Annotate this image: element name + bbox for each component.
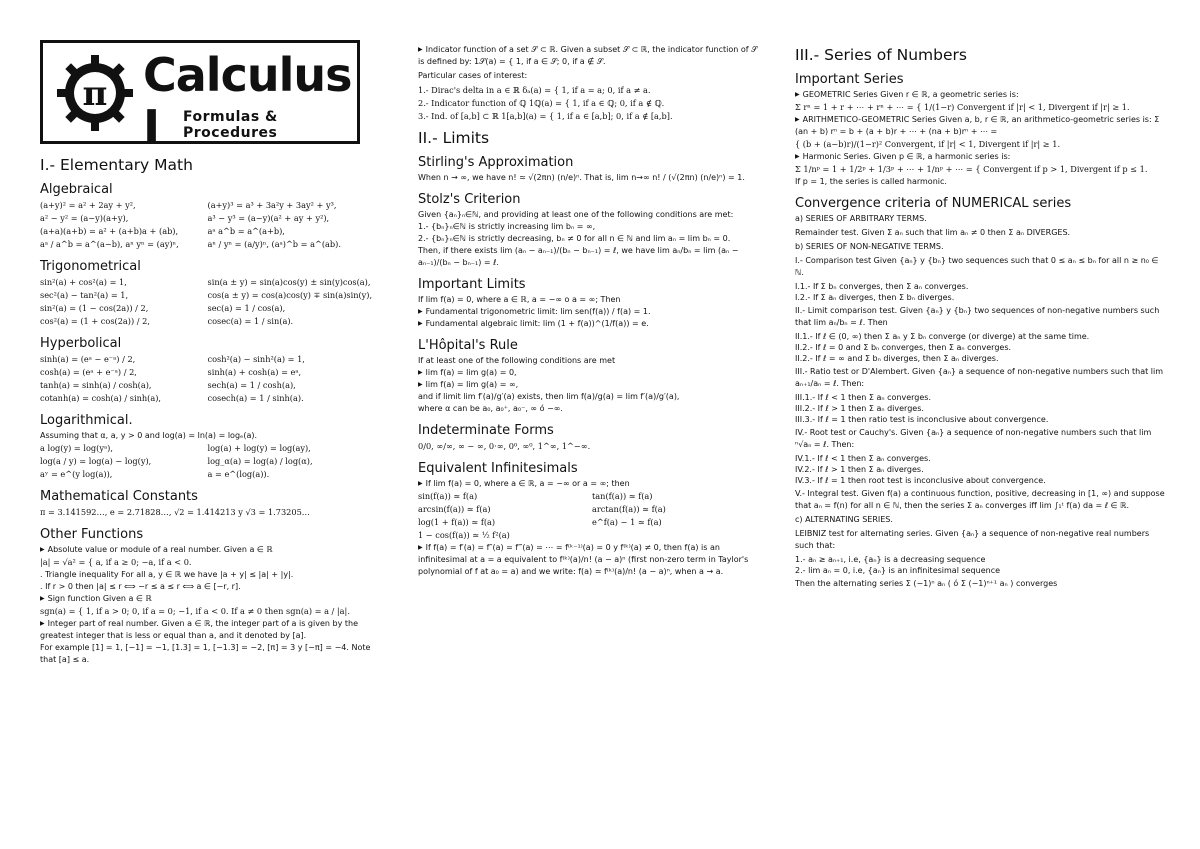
list-item: I.2.- If Σ aₙ diverges, then Σ bₙ diverges. (795, 293, 955, 302)
list-item: II.1.- If ℓ ∈ (0, ∞) then Σ aₙ y Σ bₙ converge (or diverge) at the same time. (795, 332, 1090, 341)
formula-row: 0/0, ∞/∞, ∞ − ∞, 0·∞, 0⁰, ∞⁰, 1^∞, 1^−∞. (418, 441, 591, 451)
text-line: . Triangle inequality For all a, y ∈ ℝ we have |a + y| ≤ |a| + |y|. (40, 570, 294, 579)
logo-title: Calculus I (143, 48, 352, 154)
text-line: Then the alternating series Σ (−1)ⁿ aₙ ( ó Σ (−1)ⁿ⁺¹ aₙ ) converges (795, 579, 1058, 588)
column-2 (418, 44, 766, 578)
subsection-title: Equivalent Infinitesimals (418, 461, 578, 476)
text-line: ▶ Fundamental trigonometric limit: lim sen(f(a)) / f(a) = 1. (418, 306, 766, 318)
text-line: For example [1] = 1, [−1] = −1, [1.3] = 1, [−1.3] = −2, [π] = 3 y [−π] = −4. Note that [a] ≤ a. (40, 643, 371, 664)
text-line: ▶ If f(a) = f′(a) = f″(a) = f‴(a) = ⋯ = f⁽ᵏ⁻¹⁾(a) = 0 y f⁽ᵏ⁾(a) ≠ 0, then f(a) is an infinitesimal at a = a equivalent to f⁽ᵏ⁾(a)/n! (a − a)ⁿ (first non-zero term in Taylor's (418, 542, 766, 566)
text-line: ▶ Indicator function of a set 𝒮 ⊂ ℝ. Given a subset 𝒮 ⊂ ℝ, the indicator function of 𝒮 is defined by: 1𝒮(a) = { 1, if a ∈ 𝒮; 0, if a ∉ 𝒮. (418, 44, 766, 68)
column-3 (795, 40, 1165, 592)
text-line: . If r > 0 then |a| ≤ r ⟺ −r ≤ a ≤ r ⟺ a ∈ [−r, r]. (40, 582, 241, 591)
formula-row: sin(f(a)) ≃ f(a) tan(f(a)) ≃ f(a) (418, 491, 653, 501)
text-line: and if limit lim f′(a)/g′(a) exists, then lim f(a)/g(a) = lim f′(a)/g′(a), (418, 392, 680, 401)
list-item: III.1.- If ℓ < 1 then Σ aₙ converges. (795, 393, 931, 402)
column-1 (40, 40, 375, 666)
formula-row: { (b + (a−b)r)/(1−r)² Convergent, if |r| < 1, Divergent if |r| ≥ 1. (795, 139, 1061, 149)
formula-row: sgn(a) = { 1, if a > 0; 0, if a = 0; −1, if a < 0. If a ≠ 0 then sgn(a) = a / |a|. (40, 606, 350, 616)
text-line: 2.- {bₙ}ₙ∈ℕ is strictly decreasing, bₙ ≠ 0 for all n ∈ ℕ and lim aₙ = lim bₙ = 0. (418, 234, 731, 243)
subsection-title: Logarithmical. (40, 413, 133, 428)
list (795, 331, 1165, 364)
text-line: ▶ lim f(a) = lim g(a) = ∞, (418, 379, 766, 391)
text-line: polynomial of f at a₀ = a) and we write: f(a) ≃ f⁽ᵏ⁾(a)/n! (a − a)ⁿ, when a → a. (418, 567, 724, 576)
list (795, 554, 1165, 576)
text-line: b) SERIES OF NON-NEGATIVE TERMS. (795, 242, 944, 251)
text-line: a) SERIES OF ARBITRARY TERMS. (795, 214, 927, 223)
section-title: I.- Elementary Math (40, 156, 193, 174)
text-line: If at least one of the following conditions are met (418, 356, 616, 365)
formula-row: sin²(a) + cos²(a) = 1, sin(a ± y) = sin(a)cos(y) ± sin(y)cos(a), (40, 277, 371, 287)
svg-text:π: π (82, 74, 108, 114)
formula-row: Σ rⁿ = 1 + r + ⋯ + rⁿ + ⋯ = { 1/(1−r) Convergent if |r| < 1, Divergent if |r| ≥ 1. (795, 102, 1130, 112)
text-line: where α can be a₀, a₀⁺, a₀⁻, ∞ ó −∞. (418, 404, 563, 413)
list-item: III.2.- If ℓ > 1 then Σ aₙ diverges. (795, 404, 924, 413)
formula-row: sin²(a) = (1 − cos(2a)) / 2, sec(a) = 1 / cos(a), (40, 303, 286, 313)
formula-row: a log(y) = log(yᵃ), log(a) + log(y) = log(ay), (40, 443, 311, 453)
text-line: ▶ Harmonic Series. Given p ∈ ℝ, a harmonic series is: (795, 151, 1165, 163)
text-line: IV.- Root test or Cauchy's. Given {aₙ} a sequence of non-negative numbers such that lim ⁿ√aₙ = ℓ. Then: (795, 428, 1152, 449)
subsection-title: Important Limits (418, 277, 526, 292)
list (795, 453, 1165, 486)
subsection-title: Stolz's Criterion (418, 192, 521, 207)
subsection-title: Other Functions (40, 527, 144, 542)
formula-row: aᵃ / a^b = a^(a−b), aⁿ yⁿ = (ay)ⁿ, aⁿ / yⁿ = (a/y)ⁿ, (aᵃ)^b = a^(ab). (40, 239, 341, 249)
text-line: ▶ Integer part of real number. Given a ∈ ℝ, the integer part of a is given by the greatest integer that is less or equal than a, and it denoted by [a]. (40, 618, 375, 642)
list-item: 2.- lim aₙ = 0, i.e, {aₙ} is an infinitesimal sequence (795, 566, 1001, 575)
text-line: V.- Integral test. Given f(a) a continuous function, positive, decreasing in [1, ∞) and suppose that aₙ = f(n) for all n ∈ ℕ, then the series Σ aₙ converges iff lim ∫₁ᵗ f(a) da = ℓ ∈ ℝ. (795, 489, 1165, 510)
subsection-title: Trigonometrical (40, 259, 141, 274)
formula-row: cos²(a) = (1 + cos(2a)) / 2, cosec(a) = 1 / sin(a). (40, 316, 294, 326)
list-item: III.3.- If ℓ = 1 then ratio test is inconclusive about convergence. (795, 415, 1049, 424)
text-line: ▶ GEOMETRIC Series Given r ∈ ℝ, a geometric series is: (795, 89, 1165, 101)
formula-row: (a+y)² = a² + 2ay + y², (a+y)³ = a³ + 3a²y + 3ay² + y³, (40, 200, 337, 210)
text-line: Remainder test. Given Σ aₙ such that lim aₙ ≠ 0 then Σ aₙ DIVERGES. (795, 228, 1071, 237)
formula-row: a² − y² = (a−y)(a+y), a³ − y³ = (a−y)(a² + ay + y²), (40, 213, 330, 223)
formula-row: (a+a)(a+b) = a² + (a+b)a + (ab), aᵃ a^b = a^(a+b), (40, 226, 285, 236)
formula-row: |a| = √a² = { a, if a ≥ 0; −a, if a < 0. (40, 557, 192, 567)
text-line: c) ALTERNATING SERIES. (795, 515, 893, 524)
formula-row: tanh(a) = sinh(a) / cosh(a), sech(a) = 1 / cosh(a), (40, 380, 296, 390)
text-line: ▶ Absolute value or module of a real number. Given a ∈ ℝ (40, 544, 375, 556)
subsection-title: Mathematical Constants (40, 489, 198, 504)
subsection-title: Algebraical (40, 182, 113, 197)
text-line: 1.- {bₙ}ₙ∈ℕ is strictly increasing lim bₙ = ∞, (418, 222, 596, 231)
section-title: III.- Series of Numbers (795, 46, 967, 64)
formula-row: log(1 + f(a)) ≃ f(a) e^f(a) − 1 ≃ f(a) (418, 517, 662, 527)
text-line: Particular cases of interest: (418, 71, 528, 80)
text-line: If p = 1, the series is called harmonic. (795, 177, 947, 186)
subsection-title: L'Hôpital's Rule (418, 338, 518, 353)
formula-row: Σ 1/nᵖ = 1 + 1/2ᵖ + 1/3ᵖ + ⋯ + 1/nᵖ + ⋯ = { Convergent if p > 1, Divergent if p ≤ 1. (795, 164, 1148, 174)
formula-row: log(a / y) = log(a) − log(y), log_α(a) = log(a) / log(α), (40, 456, 313, 466)
list-item: II.2.- If ℓ = ∞ and Σ bₙ diverges, then Σ aₙ diverges. (795, 354, 999, 363)
text-line: I.- Comparison test Given {aₙ} y {bₙ} two sequences such that 0 ≤ aₙ ≤ bₙ for all n ≥ n₀ ∈ ℕ. (795, 256, 1159, 277)
list-item: IV.1.- If ℓ < 1 then Σ aₙ converges. (795, 454, 931, 463)
formula-row: cotanh(a) = cosh(a) / sinh(a), cosech(a) = 1 / sinh(a). (40, 393, 304, 403)
text-line: ▶ ARITHMETICO-GEOMETRIC Series Given a, b, r ∈ ℝ, an arithmetico-geometric series is: Σ (an + b) rⁿ = b + (a + b)r + ⋯ + (na + b)rⁿ + ⋯ = (795, 114, 1165, 138)
list (795, 392, 1165, 425)
text-line: LEIBNIZ test for alternating series. Given {aₙ} a sequence of non-negative real numbers such that: (795, 529, 1150, 550)
text-line: ▶ lim f(a) = lim g(a) = 0, (418, 367, 766, 379)
formula-row: π = 3.141592…, e = 2.71828…, √2 = 1.414213 y √3 = 1.73205… (40, 507, 310, 517)
text-line: II.- Limit comparison test. Given {aₙ} y {bₙ} two sequences of non-negative numbers such that lim aₙ/bₙ = ℓ. Then (795, 306, 1160, 327)
formula-row: 3.- Ind. of [a,b] ⊂ ℝ 1[a,b](a) = { 1, if a ∈ [a,b]; 0, if a ∉ [a,b]. (418, 111, 673, 121)
formula-row: 2.- Indicator function of ℚ 1ℚ(a) = { 1, if a ∈ ℚ; 0, if a ∉ ℚ. (418, 98, 665, 108)
list-item: IV.3.- If ℓ = 1 then root test is inconclusive about convergence. (795, 476, 1046, 485)
formula-row: sinh(a) = (eᵃ − e⁻ᵃ) / 2, cosh²(a) − sinh²(a) = 1, (40, 354, 305, 364)
text-line: ▶ Fundamental algebraic limit: lim (1 + f(a))^(1/f(a)) = e. (418, 318, 766, 330)
text-line: III.- Ratio test or D'Alembert. Given {aₙ} a sequence of non-negative numbers such that lim aₙ₊₁/aₙ = ℓ. Then: (795, 367, 1164, 388)
section-title: II.- Limits (418, 129, 490, 147)
list-item: 1.- aₙ ≥ aₙ₊₁, i.e, {aₙ} is a decreasing sequence (795, 555, 986, 564)
pi-gear-icon (55, 53, 135, 133)
text-line: ▶ Sign function Given a ∈ ℝ (40, 593, 375, 605)
formula-row: arcsin(f(a)) ≃ f(a) arctan(f(a)) ≃ f(a) (418, 504, 666, 514)
formula-row: aʸ = e^(y log(a)), a = e^(log(a)). (40, 469, 270, 479)
formula-row: cosh(a) = (eᵃ + e⁻ᵃ) / 2, sinh(a) + cosh(a) = eᵃ, (40, 367, 302, 377)
formula-row: sec²(a) − tan²(a) = 1, cos(a ± y) = cos(a)cos(y) ∓ sin(a)sin(y), (40, 290, 373, 300)
text-line: If lim f(a) = 0, where a ∈ ℝ, a = −∞ o a = ∞; Then (418, 295, 621, 304)
formula-row: 1.- Dirac's delta in a ∈ ℝ δₐ(a) = { 1, if a = a; 0, if a ≠ a. (418, 85, 651, 95)
subsection-title: Stirling's Approximation (418, 155, 574, 170)
subsection-title: Convergence criteria of NUMERICAL series (795, 196, 1072, 211)
subsection-title: Indeterminate Forms (418, 423, 554, 438)
list-item: II.2.- If ℓ = 0 and Σ bₙ converges, then Σ aₙ converges. (795, 343, 1012, 352)
subsection-title: Important Series (795, 72, 904, 87)
list-item: I.1.- If Σ bₙ converges, then Σ aₙ converges. (795, 282, 969, 291)
logo (40, 40, 360, 154)
list (795, 281, 1165, 303)
logo-subtitle: Formulas & Procedures (183, 109, 278, 141)
subsection-title: Hyperbolical (40, 336, 122, 351)
text-line: When n → ∞, we have n! ≃ √(2πn) (n/e)ⁿ. That is, lim n→∞ n! / (√(2πn) (n/e)ⁿ) = 1. (418, 173, 745, 182)
text-line: Then, if there exists lim (aₙ − aₙ₋₁)/(bₙ − bₙ₋₁) = ℓ, we have lim aₙ/bₙ = lim (aₙ − aₙ₋₁)/(bₙ − bₙ₋₁) = ℓ. (418, 246, 739, 267)
list-item: IV.2.- If ℓ > 1 then Σ aₙ diverges. (795, 465, 924, 474)
formula-row: 1 − cos(f(a)) ≃ ½ f²(a) (418, 530, 510, 540)
text-line: ▶ If lim f(a) = 0, where a ∈ ℝ, a = −∞ or a = ∞; then (418, 478, 766, 490)
text-line: Assuming that α, a, y > 0 and log(a) = ln(a) = logₑ(a). (40, 431, 258, 440)
text-line: Given {aₙ}ₙ∈ℕ, and providing at least one of the following conditions are met: (418, 210, 734, 219)
